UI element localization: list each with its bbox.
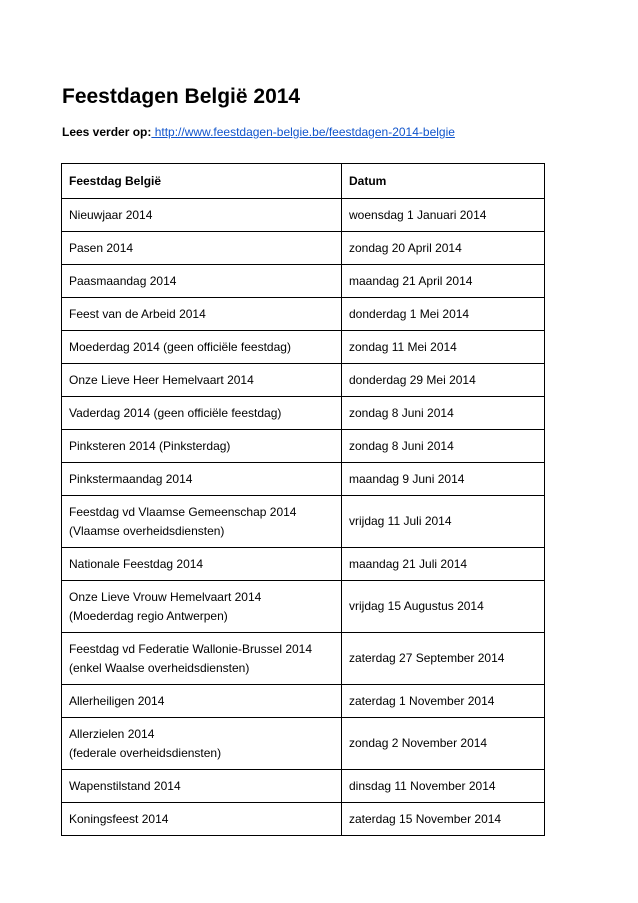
holiday-name-cell: Allerzielen 2014 (federale overheidsdiensten)	[62, 718, 342, 770]
table-row	[62, 770, 545, 803]
holiday-date-cell: zondag 2 November 2014	[342, 718, 545, 770]
read-more-link[interactable]: http://www.feestdagen-belgie.be/feestdagen-2014-belgie	[151, 125, 455, 139]
holiday-name-cell: Pasen 2014	[62, 232, 342, 265]
holiday-date-cell: zondag 8 Juni 2014	[342, 430, 545, 463]
holiday-date-cell: zaterdag 27 September 2014	[342, 633, 545, 685]
column-header-date: Datum	[342, 164, 545, 199]
holiday-date-cell: zondag 20 April 2014	[342, 232, 545, 265]
holiday-name-cell: Feestdag vd Federatie Wallonie-Brussel 2014 (enkel Waalse overheidsdiensten)	[62, 633, 342, 685]
holidays-table	[61, 163, 545, 836]
read-more-label: Lees verder op	[62, 125, 148, 139]
table-row	[62, 463, 545, 496]
holiday-name-cell: Pinksteren 2014 (Pinksterdag)	[62, 430, 342, 463]
holiday-date-cell: vrijdag 15 Augustus 2014	[342, 581, 545, 633]
read-more-colon: :	[147, 125, 152, 139]
table-header-row	[62, 164, 545, 199]
holiday-name-cell: Nationale Feestdag 2014	[62, 548, 342, 581]
holiday-name-cell: Feest van de Arbeid 2014	[62, 298, 342, 331]
table-row	[62, 496, 545, 548]
holiday-name-cell: Nieuwjaar 2014	[62, 199, 342, 232]
table-row	[62, 685, 545, 718]
holiday-date-cell: maandag 21 April 2014	[342, 265, 545, 298]
table-row	[62, 430, 545, 463]
table-row	[62, 331, 545, 364]
holiday-date-cell: maandag 21 Juli 2014	[342, 548, 545, 581]
holiday-date-cell: maandag 9 Juni 2014	[342, 463, 545, 496]
holiday-date-cell: donderdag 29 Mei 2014	[342, 364, 545, 397]
holiday-name-cell: Onze Lieve Vrouw Hemelvaart 2014 (Moederdag regio Antwerpen)	[62, 581, 342, 633]
table-row	[62, 718, 545, 770]
column-header-holiday: Feestdag België	[62, 164, 342, 199]
holiday-date-cell: zaterdag 15 November 2014	[342, 803, 545, 836]
holiday-date-cell: woensdag 1 Januari 2014	[342, 199, 545, 232]
holiday-date-cell: vrijdag 11 Juli 2014	[342, 496, 545, 548]
holiday-name-cell: Moederdag 2014 (geen officiële feestdag)	[62, 331, 342, 364]
table-row	[62, 265, 545, 298]
table-row	[62, 581, 545, 633]
table-row	[62, 548, 545, 581]
holiday-date-cell: dinsdag 11 November 2014	[342, 770, 545, 803]
holiday-date-cell: zondag 11 Mei 2014	[342, 331, 545, 364]
table-row	[62, 298, 545, 331]
holiday-date-cell: donderdag 1 Mei 2014	[342, 298, 545, 331]
table-row	[62, 633, 545, 685]
holiday-date-cell: zaterdag 1 November 2014	[342, 685, 545, 718]
page-title: Feestdagen België 2014	[62, 85, 301, 108]
holiday-name-cell: Allerheiligen 2014	[62, 685, 342, 718]
holiday-name-cell: Wapenstilstand 2014	[62, 770, 342, 803]
holiday-name-cell: Pinkstermaandag 2014	[62, 463, 342, 496]
holiday-name-cell: Vaderdag 2014 (geen officiële feestdag)	[62, 397, 342, 430]
read-more-line	[62, 124, 455, 140]
holiday-name-cell: Koningsfeest 2014	[62, 803, 342, 836]
table-row	[62, 232, 545, 265]
holiday-name-cell: Feestdag vd Vlaamse Gemeenschap 2014 (Vlaamse overheidsdiensten)	[62, 496, 342, 548]
holiday-date-cell: zondag 8 Juni 2014	[342, 397, 545, 430]
table-row	[62, 199, 545, 232]
table-row	[62, 397, 545, 430]
table-row	[62, 803, 545, 836]
table-row	[62, 364, 545, 397]
holiday-name-cell: Onze Lieve Heer Hemelvaart 2014	[62, 364, 342, 397]
holiday-name-cell: Paasmaandag 2014	[62, 265, 342, 298]
